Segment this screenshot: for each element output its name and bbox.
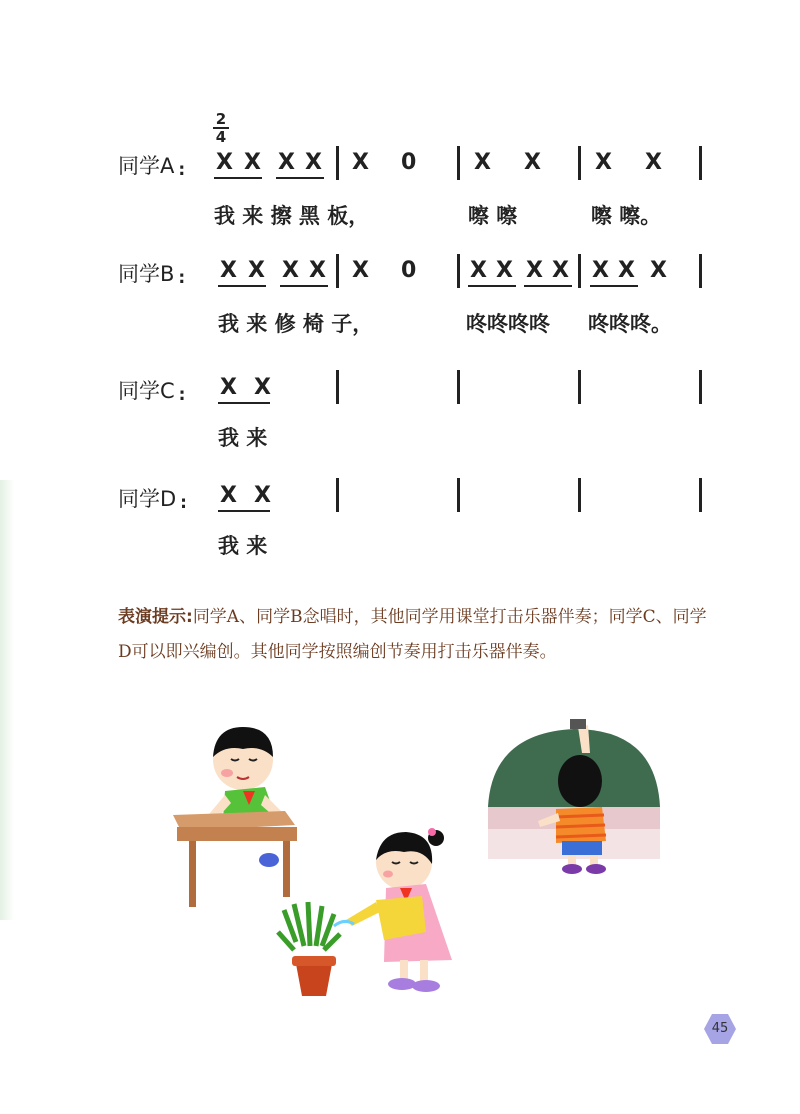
barline bbox=[457, 146, 460, 180]
note: X bbox=[216, 150, 233, 175]
barline bbox=[457, 370, 460, 404]
performance-tip bbox=[118, 600, 718, 670]
barline bbox=[457, 254, 460, 288]
girl-watering-plant-illustration bbox=[276, 822, 466, 1004]
note: X bbox=[470, 258, 487, 283]
note: X bbox=[220, 375, 237, 400]
boy-cleaning-blackboard-illustration bbox=[484, 715, 666, 880]
barline bbox=[699, 146, 702, 180]
lyric: 我 来 擦 黑 板， bbox=[214, 203, 370, 228]
time-signature bbox=[212, 112, 230, 144]
row-a-label: 同学A : bbox=[118, 154, 186, 180]
barline bbox=[578, 370, 581, 404]
note: X bbox=[305, 150, 322, 175]
lyric: 嚓 嚓 bbox=[468, 203, 518, 228]
barline bbox=[457, 478, 460, 512]
page-number-badge bbox=[703, 1012, 737, 1046]
row-c-label: 同学C : bbox=[118, 379, 186, 405]
barline bbox=[578, 146, 581, 180]
page-number: 45 bbox=[711, 1021, 729, 1036]
beam bbox=[524, 285, 572, 287]
lyric: 嚓 嚓。 bbox=[591, 203, 662, 228]
barline bbox=[699, 478, 702, 512]
barline bbox=[699, 254, 702, 288]
beam bbox=[280, 285, 328, 287]
lyric: 我 来 bbox=[218, 533, 268, 558]
beam bbox=[214, 177, 262, 179]
lyric: 我 来 bbox=[218, 425, 268, 450]
lyric: 我 来 修 椅 子， bbox=[218, 311, 374, 336]
time-signature-top: 2 bbox=[215, 110, 227, 128]
row-d-label: 同学D : bbox=[118, 487, 187, 513]
note: X bbox=[524, 150, 541, 175]
barline bbox=[578, 254, 581, 288]
barline bbox=[336, 254, 339, 288]
beam bbox=[218, 285, 266, 287]
beam bbox=[276, 177, 324, 179]
note: X bbox=[220, 258, 237, 283]
page-edge-decoration bbox=[0, 480, 14, 920]
note: X bbox=[244, 150, 261, 175]
note: X bbox=[650, 258, 667, 283]
note: X bbox=[645, 150, 662, 175]
barline bbox=[336, 146, 339, 180]
note: 0 bbox=[401, 150, 417, 175]
note: X bbox=[352, 258, 369, 283]
lyric: 咚咚咚。 bbox=[588, 311, 672, 336]
note: X bbox=[248, 258, 265, 283]
note: X bbox=[592, 258, 609, 283]
note: X bbox=[552, 258, 569, 283]
lyric: 咚咚咚咚 bbox=[466, 311, 550, 336]
barline bbox=[699, 370, 702, 404]
note: X bbox=[254, 483, 271, 508]
barline bbox=[336, 370, 339, 404]
note: X bbox=[220, 483, 237, 508]
note: X bbox=[309, 258, 326, 283]
time-signature-bottom: 4 bbox=[215, 128, 227, 146]
tip-text: 同学A、同学B念唱时，其他同学用课堂打击乐器伴奏；同学C、同学D可以即兴编创。其他同学按照编创节奏用打击乐器伴奏。 bbox=[118, 607, 707, 662]
note: X bbox=[526, 258, 543, 283]
barline bbox=[336, 478, 339, 512]
row-b-label: 同学B : bbox=[118, 262, 186, 288]
tip-heading: 表演提示: bbox=[118, 607, 193, 627]
note: X bbox=[254, 375, 271, 400]
beam bbox=[468, 285, 516, 287]
barline bbox=[578, 478, 581, 512]
note: X bbox=[352, 150, 369, 175]
beam bbox=[218, 402, 270, 404]
note: X bbox=[618, 258, 635, 283]
note: X bbox=[595, 150, 612, 175]
note: X bbox=[278, 150, 295, 175]
note: X bbox=[496, 258, 513, 283]
note: X bbox=[474, 150, 491, 175]
note: 0 bbox=[401, 258, 417, 283]
beam bbox=[590, 285, 638, 287]
beam bbox=[218, 510, 270, 512]
note: X bbox=[282, 258, 299, 283]
